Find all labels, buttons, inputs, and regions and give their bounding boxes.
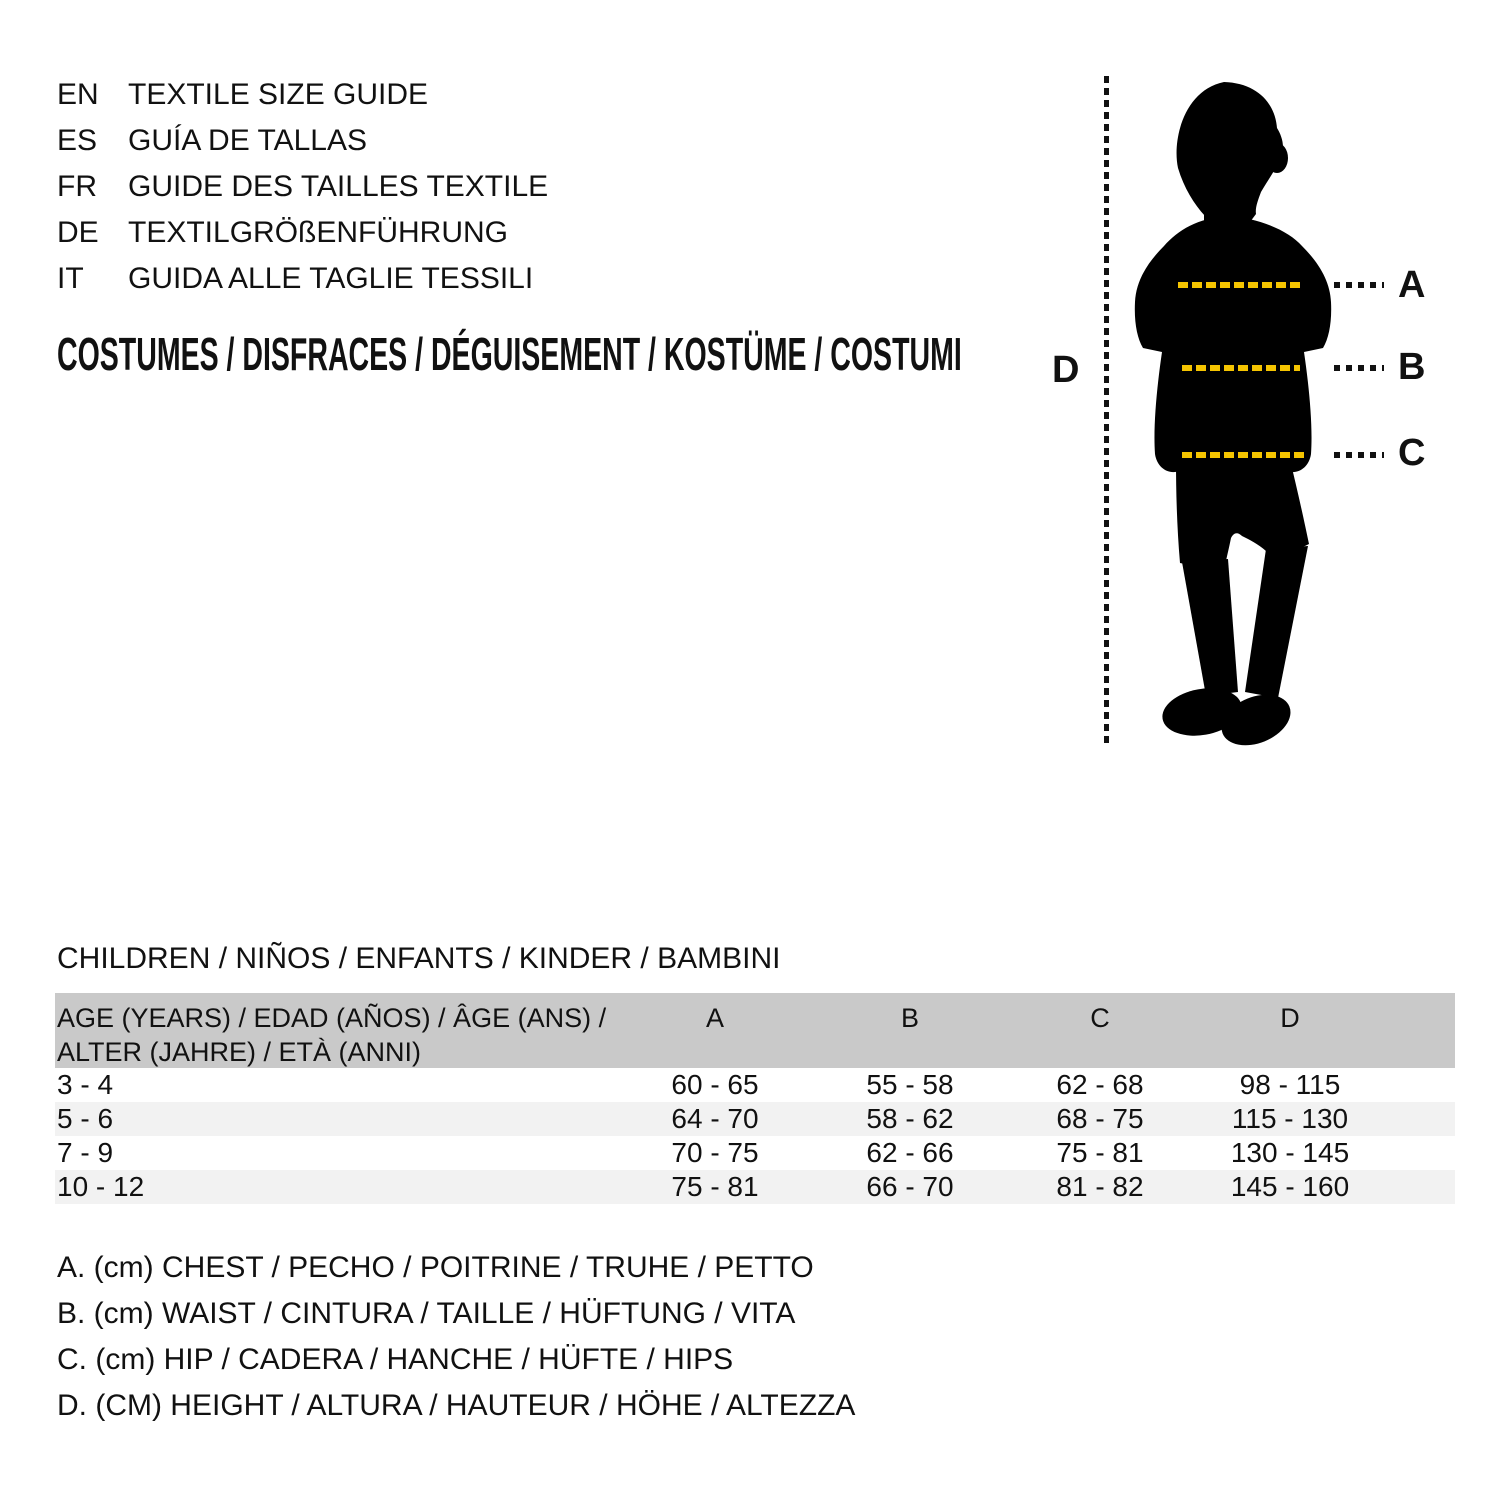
hip-cell: 75 - 81 [1056,1137,1144,1168]
waist-pointer-line [1334,365,1384,371]
age-cell: 3 - 4 [57,1069,114,1100]
chest-cell: 70 - 75 [671,1137,759,1168]
language-guide-title: GUÍA DE TALLAS [128,124,367,157]
language-row [57,164,548,210]
waist-cell: 55 - 58 [866,1069,954,1100]
chest-pointer-line [1334,282,1384,288]
table-row [55,1068,1455,1102]
height-dotted-line [1104,76,1109,746]
waist-cell: 66 - 70 [866,1171,954,1202]
table-row [55,1136,1455,1170]
column-header-d: D [1280,1003,1300,1033]
language-list [57,72,548,302]
waist-cell: 58 - 62 [866,1103,954,1134]
age-header-line2: ALTER (JAHRE) / ETÀ (ANNI) [57,1037,422,1067]
language-guide-title: TEXTILE SIZE GUIDE [128,78,429,111]
height-marker-label: D [1052,349,1080,391]
age-cell: 10 - 12 [57,1171,145,1202]
size-table [55,993,1455,1204]
language-code: FR [57,170,97,203]
language-row [57,118,548,164]
child-silhouette [1128,80,1340,752]
waist-dashed-line [1182,365,1300,371]
legend-waist: B. (cm) WAIST / CINTURA / TAILLE / HÜFTUNG / VITA [57,1297,796,1330]
language-code: EN [57,78,99,111]
hip-cell: 62 - 68 [1056,1069,1144,1100]
legend-chest: A. (cm) CHEST / PECHO / POITRINE / TRUHE / PETTO [57,1251,814,1284]
hip-dashed-line [1182,452,1304,458]
chest-cell: 60 - 65 [671,1069,759,1100]
language-guide-title: GUIDE DES TAILLES TEXTILE [128,170,549,203]
age-column-header [55,993,615,1069]
language-code: DE [57,216,99,249]
age-cell: 5 - 6 [57,1103,114,1134]
hip-marker-label: C [1398,432,1426,474]
hip-cell: 81 - 82 [1056,1171,1144,1202]
language-guide-title: GUIDA ALLE TAGLIE TESSILI [128,262,534,295]
column-header-a: A [705,1003,724,1033]
column-header-b: B [900,1003,919,1033]
height-cell: 115 - 130 [1231,1103,1349,1134]
language-row [57,72,548,118]
height-cell: 98 - 115 [1239,1069,1341,1100]
table-row [55,1170,1455,1204]
table-row [55,1102,1455,1136]
age-cell: 7 - 9 [57,1137,114,1168]
category-title: COSTUMES / DISFRACES / DÉGUISEMENT / KOSTÜME / COSTUMI [57,328,962,380]
chest-cell: 75 - 81 [671,1171,759,1202]
language-guide-title: TEXTILGRÖßENFÜHRUNG [128,216,509,249]
language-row [57,256,548,302]
table-header-row [55,993,1455,1068]
language-code: ES [57,124,98,157]
column-header-c: C [1090,1003,1110,1033]
waist-cell: 62 - 66 [866,1137,954,1168]
height-cell: 145 - 160 [1230,1171,1350,1202]
language-row [57,210,548,256]
chest-cell: 64 - 70 [671,1103,759,1134]
section-title-children: CHILDREN / NIÑOS / ENFANTS / KINDER / BAMBINI [57,942,781,975]
language-code: IT [57,262,84,295]
legend-height: D. (CM) HEIGHT / ALTURA / HAUTEUR / HÖHE / ALTEZZA [57,1389,856,1422]
measurement-legend [57,1245,855,1429]
chest-marker-label: A [1398,264,1426,306]
hip-pointer-line [1334,452,1384,458]
legend-hip: C. (cm) HIP / CADERA / HANCHE / HÜFTE / HIPS [57,1343,734,1376]
height-cell: 130 - 145 [1230,1137,1350,1168]
hip-cell: 68 - 75 [1056,1103,1144,1134]
waist-marker-label: B [1398,346,1426,388]
age-header-line1: AGE (YEARS) / EDAD (AÑOS) / ÂGE (ANS) / [57,1003,607,1033]
chest-dashed-line [1178,282,1302,288]
